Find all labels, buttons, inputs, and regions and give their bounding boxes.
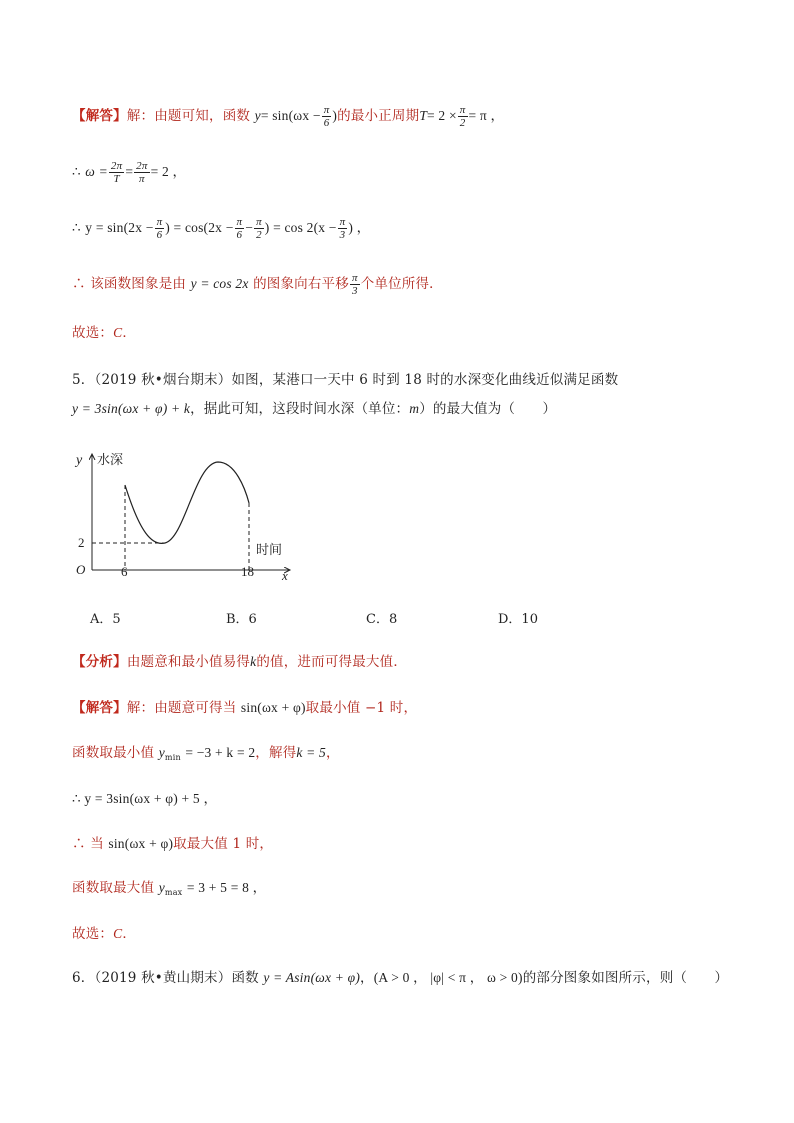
fraction-pi-3b: $\frac{\pi}{3}$ [351,272,358,297]
solution-label-q5: 【解答】 [72,700,127,716]
choice-d[interactable]: D．10 [498,612,538,627]
q5-solution-line2: 函数取最小值 $y_{min} = -3 + k = 2$，解得k = 5， [72,745,340,762]
q5-solution-line5: 函数取最大值 $y_{max} = 3 + 5 = 8$ ， [72,880,267,897]
solution-label: 【解答】 [72,108,127,124]
water-depth-graph [70,448,310,588]
time-label: 时间 [256,543,283,558]
fraction-pi-6c: $\frac{\pi}{6}$ [236,216,243,241]
tick-6: 6 [121,564,128,579]
depth-curve [125,462,249,543]
q5-choices [90,608,690,628]
analysis-label: 【分析】 [72,654,127,670]
y-axis-label: y [76,453,83,468]
fraction-pi-2: $\frac{\pi}{2}$ [459,104,466,129]
x-axis-label: x [282,568,288,583]
q4-solution-line1: 【解答】解：由题可知，函数 y= sin(ωx − $\frac{\pi}{6}$ )的最小正周期T= 2 × $\frac{\pi}{2}$ = π ， [72,104,505,129]
origin-label: O [76,562,86,577]
fraction-pi-3: $\frac{\pi}{3}$ [339,216,346,241]
q5-solution-line1: 【解答】解：由题意可得当 sin(ωx + φ)取最小值 −1 时， [72,700,418,716]
q5-solution-line3: ∴ y = 3sin(ωx + φ) + 5 ， [72,791,218,806]
fraction-pi-2b: $\frac{\pi}{2}$ [256,216,262,241]
tick-2: 2 [78,535,85,550]
choice-a[interactable]: A．5 [90,612,121,627]
fraction-2pi-pi: $\frac{2\pi}{\pi}$ [136,160,148,185]
fraction-pi-6b: $\frac{\pi}{6}$ [156,216,163,241]
q5-answer: 故选：C． [72,926,137,942]
choice-b[interactable]: B．6 [226,612,257,627]
q5-stem-line2: y = 3sin(ωx + φ) + k，据此可知，这段时间水深（单位：m）的最大值为（ ） [72,401,557,417]
q4-solution-line2: ∴ ω = $\frac{2\pi}{T}$ = $\frac{2\pi}{\pi}$ = 2 ， [72,160,187,185]
tick-18: 18 [241,564,254,579]
fraction-pi-6: $\frac{\pi}{6}$ [323,104,330,129]
q6-stem: 6．（2019 秋•黄山期末）函数 y = Asin(ωx + φ)，(A > 0 ， |φ| < π ， ω > 0)的部分图象如图所示，则（ ） [72,970,729,986]
q5-analysis: 【分析】由题意和最小值易得k的值，进而可得最大值． [72,654,408,670]
q4-solution-line4: ∴ 该函数图象是由 y = cos 2x 的图象向右平移 $\frac{\pi}{3}$ 个单位所得． [72,272,443,297]
choice-c[interactable]: C．8 [366,612,398,627]
q5-solution-line4: ∴ 当 sin(ωx + φ)取最大值 1 时， [72,836,274,852]
fraction-2pi-T: $\frac{2\pi}{T}$ [110,160,123,185]
q4-solution-line3: ∴ y = sin(2x − $\frac{\pi}{6}$ ) = cos(2x − $\frac{\pi}{6}$ − $\frac{\pi}{2}$ ) = cos 2(x − $\frac{\pi}{3}$ ) ， [72,216,371,241]
q5-stem-line1: 5．（2019 秋•烟台期末）如图，某港口一天中 6 时到 18 时的水深变化曲线近似满足函数 [72,372,619,388]
q4-answer: 故选：C． [72,325,137,341]
depth-label: 水深 [97,453,124,468]
